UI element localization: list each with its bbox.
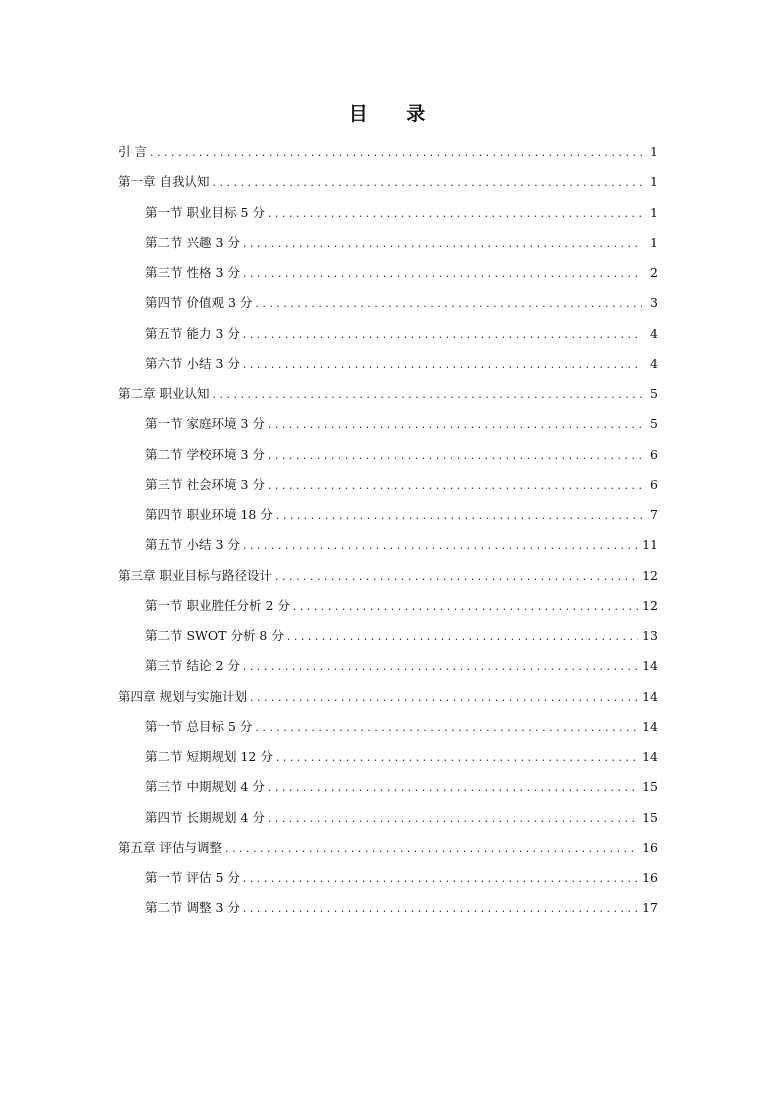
toc-entry-label: 第三章 职业目标与路径设计: [118, 567, 272, 583]
toc-page-number: 3: [650, 295, 658, 311]
toc-dot-leader: [268, 773, 638, 803]
toc-page-number: 14: [642, 658, 658, 674]
toc-title: 目 录: [348, 103, 442, 125]
toc-entry-label: 第三节 中期规划 4 分: [145, 779, 265, 795]
toc-dot-leader: [268, 471, 642, 501]
toc-dot-leader: [287, 622, 638, 652]
toc-dot-leader: [243, 652, 638, 682]
toc-section-entry[interactable]: [118, 591, 658, 621]
toc-dot-leader: [212, 168, 642, 198]
toc-section-entry[interactable]: [118, 500, 658, 530]
toc-entry-label: 第四节 价值观 3 分: [145, 295, 253, 311]
toc-entry-label: 第三节 结论 2 分: [145, 658, 240, 674]
toc-page-number: 17: [642, 900, 658, 916]
toc-entry-label: 第五节 小结 3 分: [145, 537, 240, 553]
toc-entry-label: 第二节 SWOT 分析 8 分: [145, 628, 284, 643]
toc-dot-leader: [243, 864, 638, 894]
toc-page-number: 6: [650, 446, 658, 462]
toc-dot-leader: [275, 562, 638, 592]
toc-page-number: 14: [642, 718, 658, 734]
toc-dot-leader: [243, 229, 642, 259]
toc-section-entry[interactable]: [118, 712, 658, 742]
toc-section-entry[interactable]: [118, 288, 658, 318]
toc-entry-label: 第一章 自我认知: [118, 174, 210, 190]
toc-section-entry[interactable]: [118, 742, 658, 772]
toc-dot-leader: [243, 350, 642, 380]
toc-entry-label: 第四节 职业环境 18 分: [145, 507, 273, 522]
toc-page-number: 16: [642, 839, 658, 855]
toc-section-entry[interactable]: [118, 863, 658, 893]
toc-dot-leader: [276, 743, 638, 773]
toc-chapter-entry[interactable]: [118, 379, 658, 409]
toc-entry-label: 第一节 评估 5 分: [145, 870, 240, 885]
toc-chapter-entry[interactable]: [118, 561, 658, 591]
toc-entry-label: 第五章 评估与调整: [118, 839, 222, 855]
toc-entry-label: 引 言: [118, 144, 147, 159]
toc-dot-leader: [293, 592, 638, 622]
toc-dot-leader: [250, 683, 638, 713]
toc-page-number: 15: [642, 779, 658, 795]
toc-entry-label: 第六节 小结 3 分: [145, 355, 240, 371]
toc-section-entry[interactable]: [118, 621, 658, 651]
toc-page-number: 6: [650, 476, 658, 492]
toc-entry-label: 第二节 短期规划 12 分: [145, 749, 273, 764]
toc-section-entry[interactable]: [118, 530, 658, 560]
toc-chapter-entry[interactable]: [118, 682, 658, 712]
toc-entry-label: 第一节 职业胜任分析 2 分: [145, 597, 290, 613]
toc-section-entry[interactable]: [118, 258, 658, 288]
toc-entry-label: 第二节 兴趣 3 分: [145, 234, 240, 250]
toc-entry-label: 第一节 总目标 5 分: [145, 718, 253, 734]
toc-section-entry[interactable]: [118, 409, 658, 439]
toc-entry-label: 第二章 职业认知: [118, 386, 210, 401]
toc-page-number: 1: [650, 144, 658, 159]
toc-page-number: 2: [650, 265, 658, 280]
toc-page-number: 5: [650, 416, 658, 432]
toc-page-number: 1: [650, 174, 658, 190]
toc-dot-leader: [150, 138, 642, 168]
toc-page-number: 16: [642, 870, 658, 885]
toc-section-entry[interactable]: [118, 319, 658, 349]
toc-section-entry[interactable]: [118, 228, 658, 258]
toc-entry-label: 第三节 性格 3 分: [145, 265, 240, 280]
toc-dot-leader: [276, 501, 642, 531]
toc-page-number: 14: [642, 688, 658, 704]
toc-page-number: 12: [642, 597, 658, 613]
toc-section-entry[interactable]: [118, 651, 658, 681]
toc-entry-label: 第四章 规划与实施计划: [118, 688, 247, 704]
toc-dot-leader: [243, 320, 642, 350]
toc-section-entry[interactable]: [118, 349, 658, 379]
toc-section-entry[interactable]: [118, 198, 658, 228]
toc-section-entry[interactable]: [118, 440, 658, 470]
toc-entry-label: 第一节 家庭环境 3 分: [145, 416, 265, 432]
toc-page-number: 15: [642, 809, 658, 825]
toc-page-number: 5: [650, 386, 658, 401]
toc-entry-label: 第四节 长期规划 4 分: [145, 809, 265, 825]
toc-chapter-entry[interactable]: [118, 167, 658, 197]
toc-dot-leader: [268, 441, 642, 471]
toc-list: [118, 137, 658, 924]
toc-entry-label: 第五节 能力 3 分: [145, 325, 240, 341]
toc-dot-leader: [243, 531, 638, 561]
toc-page-number: 11: [642, 537, 658, 553]
toc-section-entry[interactable]: [118, 470, 658, 500]
toc-chapter-entry[interactable]: [118, 833, 658, 863]
toc-entry-label: 第二节 调整 3 分: [145, 900, 240, 916]
toc-dot-leader: [243, 259, 642, 289]
toc-section-entry[interactable]: [118, 772, 658, 802]
toc-entry-label: 第二节 学校环境 3 分: [145, 446, 265, 462]
toc-entry-label: 第一节 职业目标 5 分: [145, 204, 265, 220]
toc-chapter-entry[interactable]: [118, 137, 658, 167]
toc-page-number: 14: [642, 749, 658, 764]
toc-page-number: 4: [650, 355, 658, 371]
toc-page-number: 1: [650, 234, 658, 250]
toc-page-number: 13: [642, 628, 658, 643]
toc-page-number: 7: [650, 507, 658, 522]
toc-dot-leader: [255, 289, 642, 319]
toc-dot-leader: [255, 713, 638, 743]
toc-page-number: 4: [650, 325, 658, 341]
toc-page-number: 12: [642, 567, 658, 583]
toc-section-entry[interactable]: [118, 803, 658, 833]
toc-dot-leader: [268, 199, 642, 229]
toc-dot-leader: [268, 410, 642, 440]
toc-dot-leader: [212, 380, 642, 410]
toc-dot-leader: [225, 834, 638, 864]
toc-entry-label: 第三节 社会环境 3 分: [145, 476, 265, 492]
toc-page-number: 1: [650, 204, 658, 220]
toc-section-entry[interactable]: [118, 893, 658, 923]
toc-dot-leader: [268, 804, 638, 834]
toc-dot-leader: [243, 894, 638, 924]
